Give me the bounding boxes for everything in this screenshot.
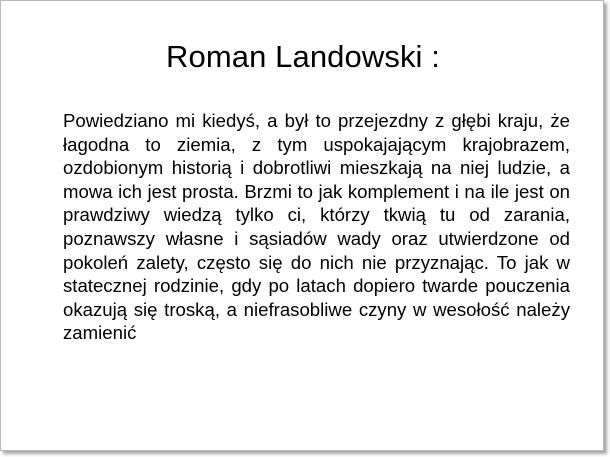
slide-body-text: Powiedziano mi kiedyś, a był to przejezdny z głębi kraju, że łagodna to ziemia, z tym uspokajającym krajobrazem, ozdobionym historią i dobrotliwi mieszkają na niej ludzie, a mowa ich jest prosta. Brzmi to jak komplement i na ile jest on prawdziwy wiedzą tylko ci, którzy tkwią tu od zarania, poznawszy własne i sąsiadów wady oraz utwierdzone od pokoleń zalety, często się do nich nie przyznając. To jak w statecznej rodzinie, gdy po latach dopiero twarde pouczenia okazują się troską, a niefrasobliwe czyny w wesołość należy zamienić <box>63 110 570 344</box>
slide-title: Roman Landowski : <box>166 39 440 74</box>
